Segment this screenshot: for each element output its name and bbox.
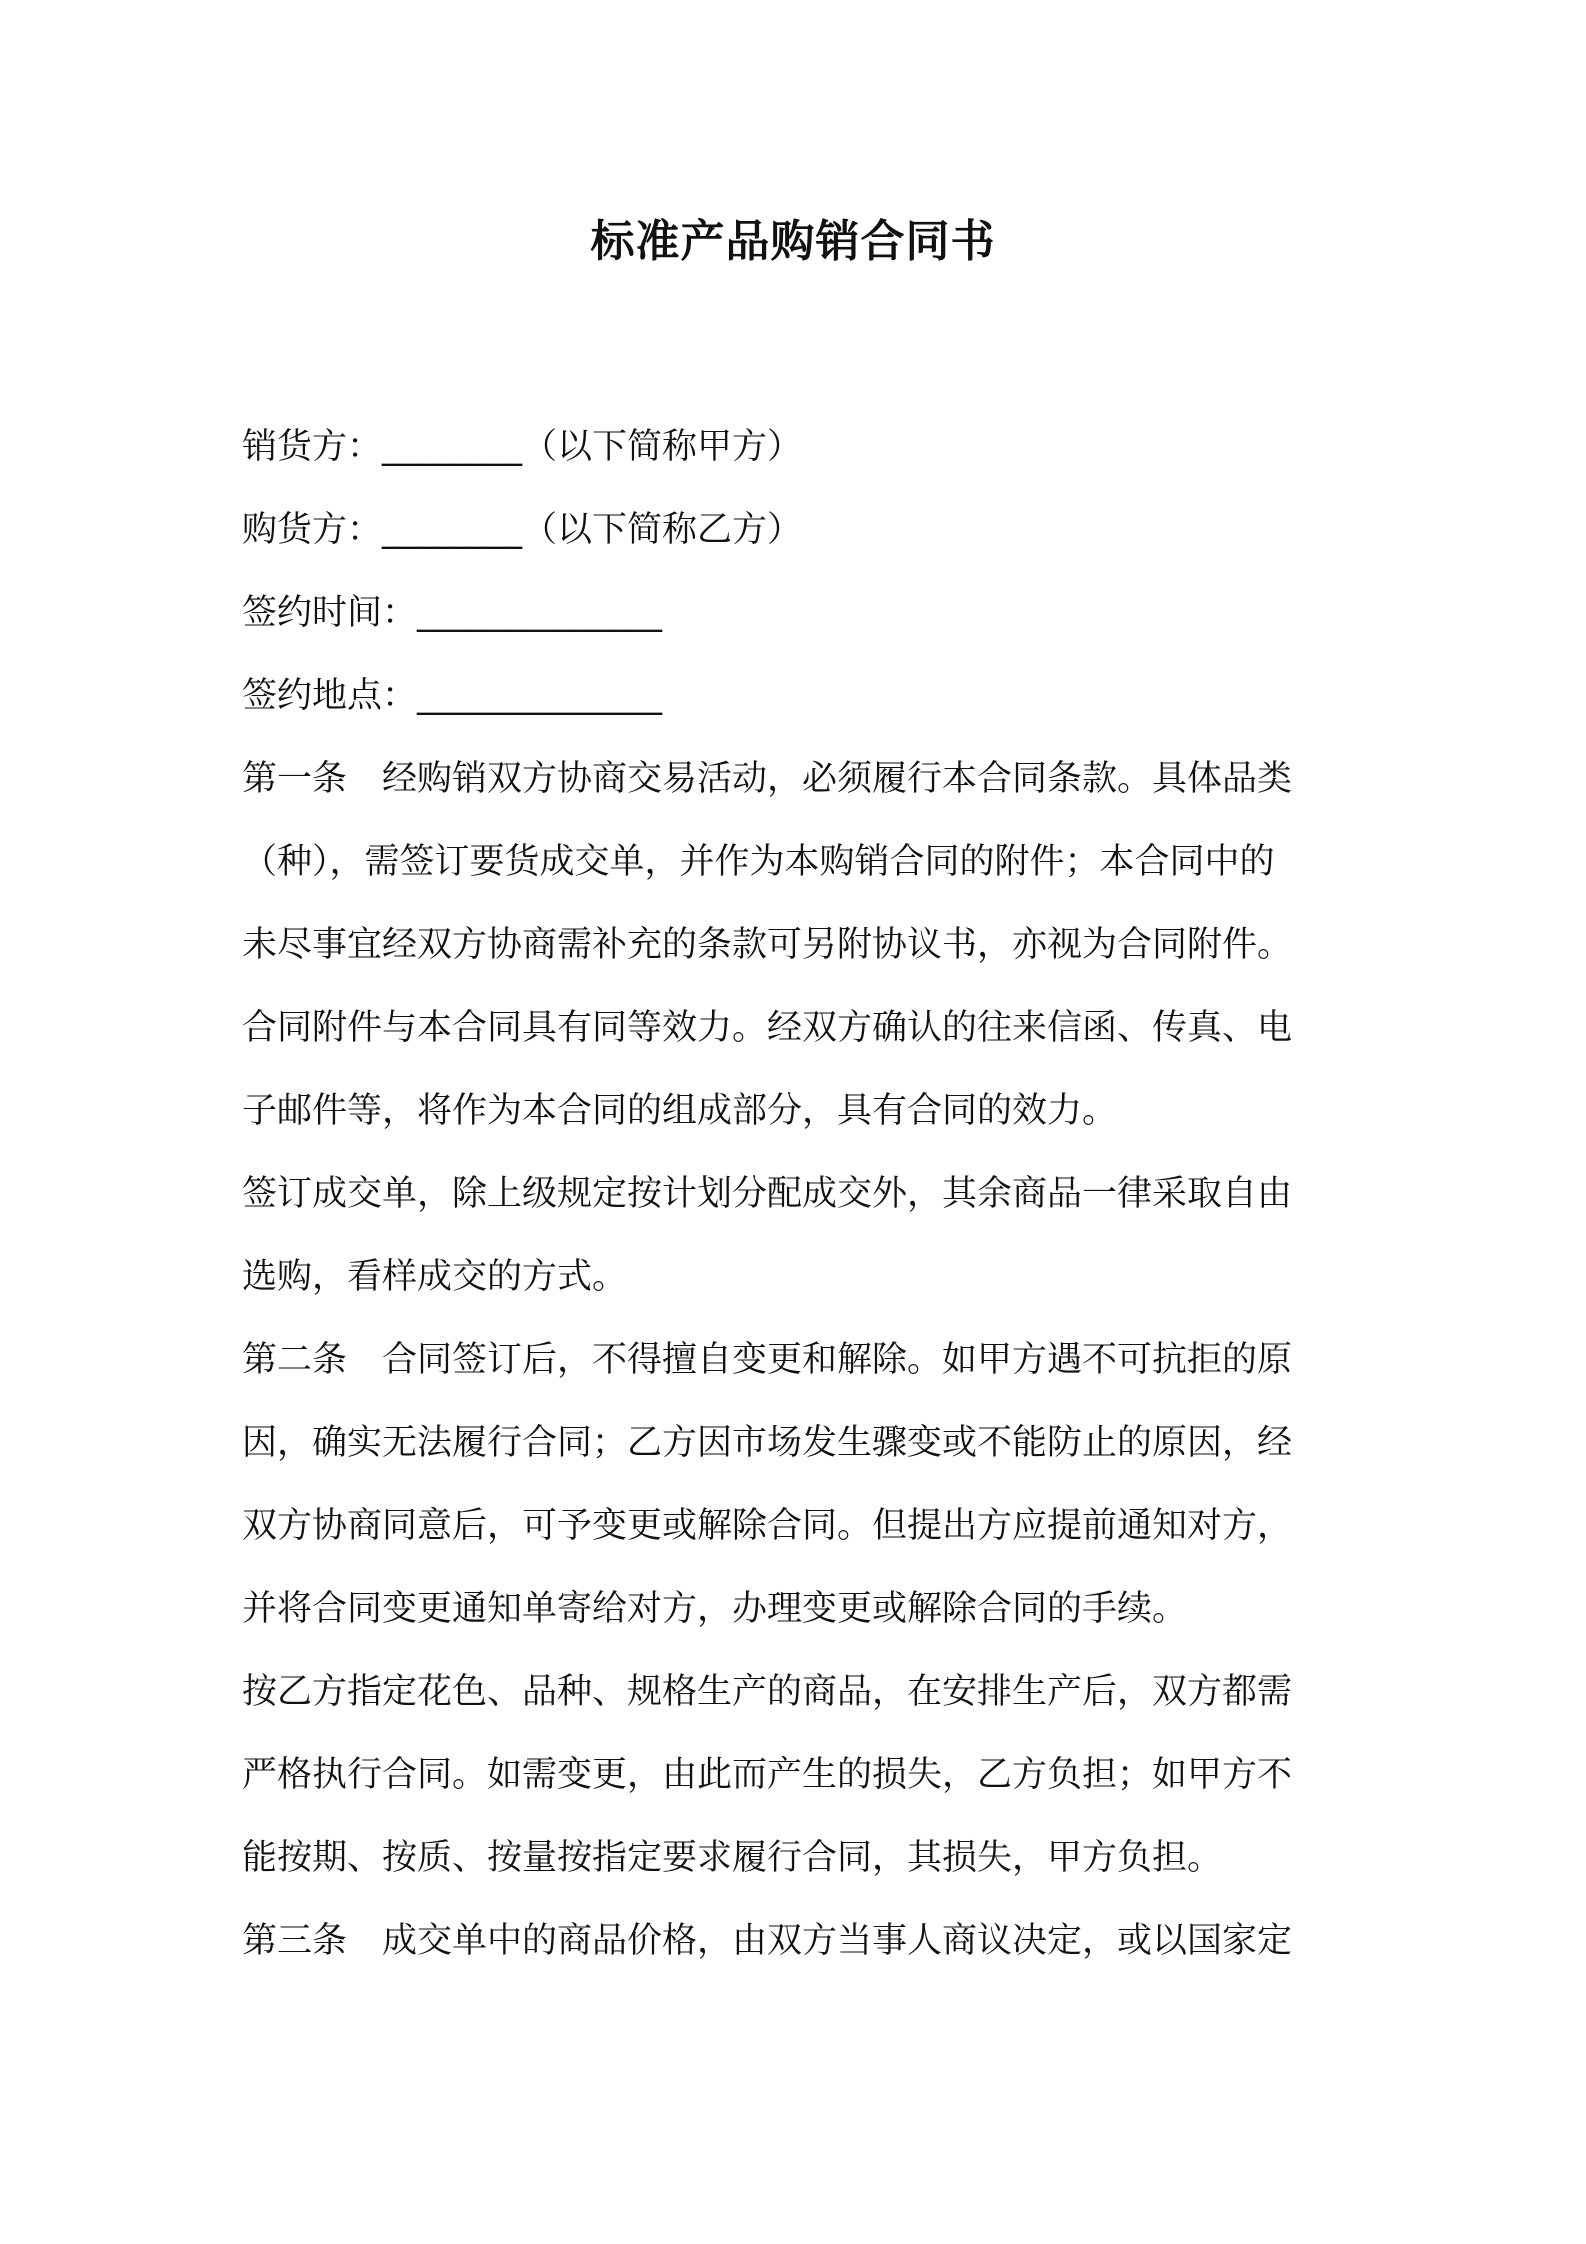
article-2-line-1: 第二条 合同签订后，不得擅自变更和解除。如甲方遇不可抗拒的原 bbox=[242, 1340, 1293, 1380]
signing-time-line: 签约时间：______________ bbox=[242, 593, 663, 633]
article-1-line-5: 子邮件等，将作为本合同的组成部分，具有合同的效力。 bbox=[242, 1091, 1118, 1131]
document-title: 标准产品购销合同书 bbox=[590, 216, 996, 267]
article-2-line-5: 按乙方指定花色、品种、规格生产的商品，在安排生产后，双方都需 bbox=[242, 1672, 1293, 1712]
article-1-line-4: 合同附件与本合同具有同等效力。经双方确认的往来信函、传真、电 bbox=[242, 1008, 1293, 1048]
article-2-line-6: 严格执行合同。如需变更，由此而产生的损失，乙方负担；如甲方不 bbox=[242, 1755, 1293, 1795]
article-1-line-6: 签订成交单，除上级规定按计划分配成交外，其余商品一律采取自由 bbox=[242, 1174, 1293, 1214]
article-1-line-7: 选购，看样成交的方式。 bbox=[242, 1257, 628, 1297]
article-1-line-1: 第一条 经购销双方协商交易活动，必须履行本合同条款。具体品类 bbox=[242, 759, 1293, 799]
article-1-line-3: 未尽事宜经双方协商需补充的条款可另附协议书，亦视为合同附件。 bbox=[242, 925, 1293, 965]
document-body bbox=[242, 406, 1352, 1983]
article-3-line-1: 第三条 成交单中的商品价格，由双方当事人商议决定，或以国家定 bbox=[242, 1921, 1293, 1961]
buyer-line: 购货方：________（以下简称乙方） bbox=[242, 510, 803, 550]
article-2-line-4: 并将合同变更通知单寄给对方，办理变更或解除合同的手续。 bbox=[242, 1589, 1188, 1629]
article-2-line-2: 因，确实无法履行合同；乙方因市场发生骤变或不能防止的原因，经 bbox=[242, 1423, 1293, 1463]
signing-place-line: 签约地点：______________ bbox=[242, 676, 663, 716]
article-2-line-3: 双方协商同意后，可予变更或解除合同。但提出方应提前通知对方， bbox=[242, 1506, 1293, 1546]
article-1-line-2: （种），需签订要货成交单，并作为本购销合同的附件；本合同中的 bbox=[242, 842, 1275, 882]
article-2-line-7: 能按期、按质、按量按指定要求履行合同，其损失，甲方负担。 bbox=[242, 1838, 1223, 1878]
seller-line: 销货方：________（以下简称甲方） bbox=[242, 427, 803, 467]
